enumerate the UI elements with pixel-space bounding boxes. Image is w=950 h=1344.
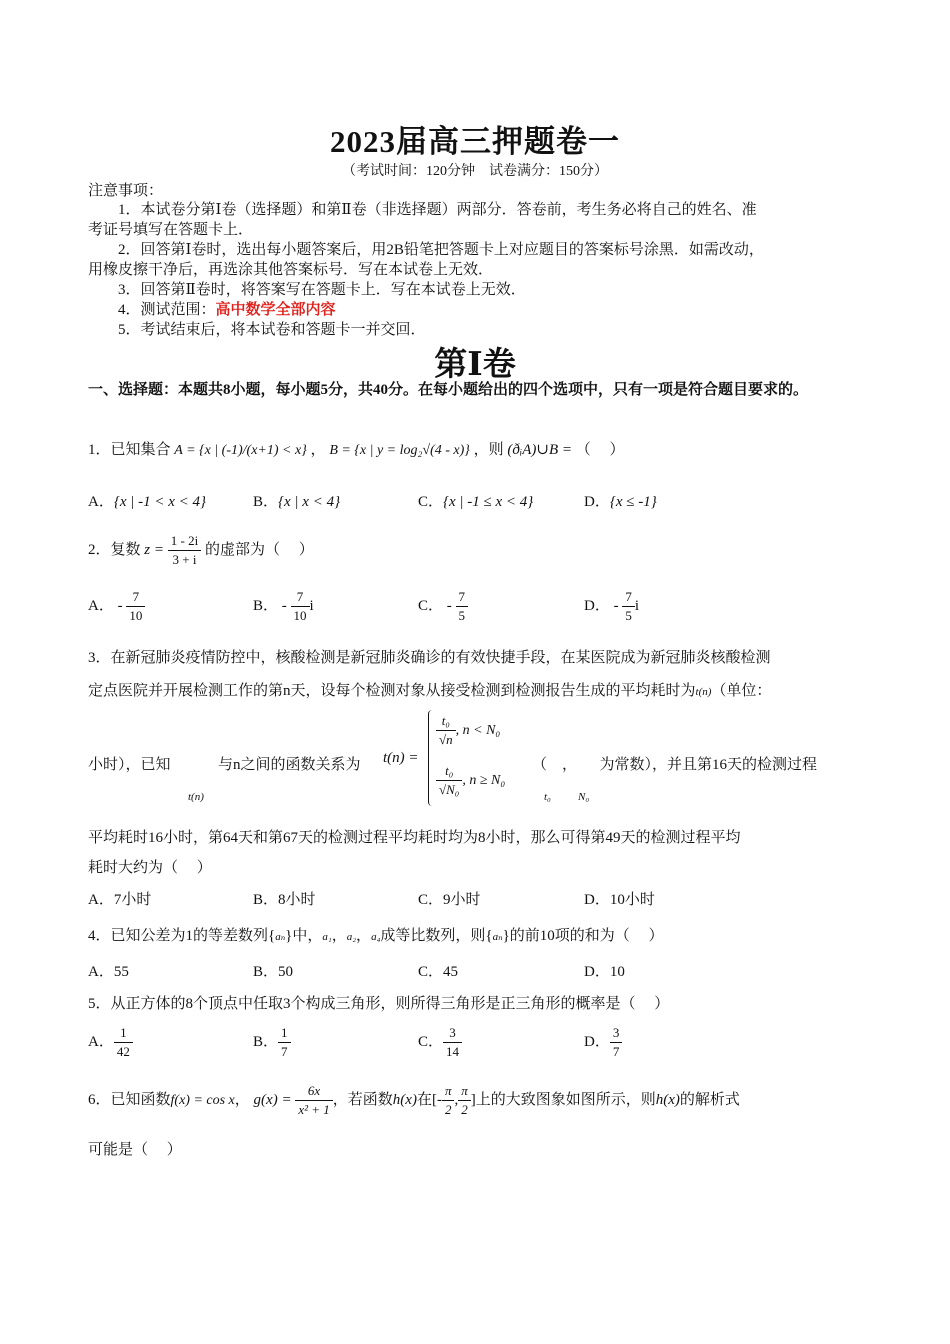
q3-line2-text: 定点医院并开展检测工作的第n天，设每个检测对象从接受检测到检测报告生成的平均耗时为 [88, 683, 696, 699]
q3-option-c-label: C． [418, 892, 444, 908]
q2-option-c-frac [456, 588, 469, 625]
q4-an: aₙ [275, 931, 286, 943]
q3-func: t(n) = [383, 750, 419, 766]
q1-blank: （ ） [575, 442, 625, 458]
q4-option-c [418, 960, 458, 981]
q3-line1: 3．在新冠肺炎疫情防控中，核酸检测是新冠肺炎确诊的有效快捷手段，在某医院成为新冠肺炎核酸检测 [88, 650, 771, 666]
q3-case1-frac [436, 712, 456, 749]
q4-option-d [584, 960, 625, 981]
q5-option-d [584, 1024, 622, 1061]
q2-option-c [418, 588, 468, 625]
q3-option-d-text: 10小时 [609, 892, 655, 908]
q6-g-left: g(x) = [253, 1091, 292, 1108]
q5-option-b [253, 1024, 291, 1061]
q2-option-c-den: 5 [458, 608, 466, 623]
q2-option-d-den: 5 [625, 608, 632, 623]
q5-option-c-label: C． [418, 1033, 444, 1050]
q2-option-d-label: D． [584, 597, 610, 614]
note-item-2-line2: 用橡皮擦干净后，再选涂其他答案标号．写在本试卷上无效． [88, 262, 494, 278]
q4-sep2: ， [356, 928, 372, 944]
q1-set-a: A = {x | (-1)/(x+1) < x} [174, 443, 307, 458]
q6-pi-frac-2 [458, 1082, 471, 1119]
q3-tn: t(n) [695, 686, 712, 698]
q3-option-d [584, 888, 655, 909]
q2-option-d-sign: - [613, 597, 619, 614]
q5-option-d-frac [610, 1024, 623, 1061]
note-item-4 [118, 300, 336, 321]
q3-N0: N₀ [578, 791, 590, 803]
q6-range-b: ]上的大致图象如图所示，则 [470, 1091, 656, 1108]
q2-option-b [253, 588, 314, 625]
q4-a1: a₁ [322, 931, 332, 943]
q3-line3c: （ ， 为常数），并且第16天的检测过程 [532, 757, 818, 773]
q1-option-c-label: C． [418, 494, 444, 510]
q3-line3b: 与n之间的函数关系为 [218, 757, 361, 773]
q3-line5: 耗时大约为（ ） [88, 860, 212, 876]
q4-an-2: aₙ [492, 931, 503, 943]
q3-option-a-label: A． [88, 892, 114, 908]
q4-option-c-label: C． [418, 964, 444, 980]
q4-text-b: }中， [285, 928, 323, 944]
q6-range-a: 在[- [416, 1091, 442, 1108]
q3-case2-num: t₀ [436, 762, 462, 781]
exam-subtitle: （考试时间：120分钟 试卷满分：150分） [342, 164, 608, 179]
q1-option-a-text: {x | -1 < x < 4} [113, 494, 207, 510]
q6-g-num: 6x [295, 1082, 332, 1101]
q6-two-1: 2 [444, 1102, 452, 1117]
q3-case2-den: √N₀ [439, 782, 460, 797]
q3-tn-below: t(n) [188, 791, 204, 803]
q2-option-d-num: 7 [622, 588, 635, 607]
q6-g-den: x² + 1 [298, 1102, 330, 1117]
q4-a2: a₂ [346, 931, 357, 943]
q1-set-b: B = {x | y = log₂√(4 - x)} [329, 443, 470, 458]
q5-option-a-frac [114, 1024, 133, 1061]
q2-option-a-sign: - [117, 597, 123, 614]
q4-text-c: 成等比数列，则{ [380, 928, 493, 944]
q5-option-b-frac [278, 1024, 291, 1061]
q2-option-c-sign: - [446, 597, 452, 614]
q3-case1-cond: , n < N₀ [455, 722, 501, 738]
q5-option-d-label: D． [584, 1033, 610, 1050]
q5-option-c-frac [443, 1024, 462, 1061]
q2-option-a-num: 7 [126, 588, 145, 607]
q3-case-2 [436, 762, 505, 799]
q2-option-b-num: 7 [291, 588, 310, 607]
q6-h: h(x) [392, 1091, 417, 1108]
note-item-5: 5．考试结束后，将本试卷和答题卡一并交回． [118, 322, 426, 338]
q6-two-2: 2 [461, 1102, 468, 1117]
notes-heading: 注意事项： [88, 183, 164, 199]
q2-option-d-frac [622, 588, 635, 625]
q2-option-b-label: B． [253, 597, 279, 614]
q4-text-d: }的前10项的和为（ ） [502, 928, 664, 944]
q2-suffix: 的虚部为（ ） [204, 541, 314, 558]
q2-option-b-sign: - [281, 597, 287, 614]
q6-g-frac [295, 1082, 332, 1119]
q5-option-a-label: A． [88, 1033, 114, 1050]
question-5: 5．从正方体的8个顶点中任取3个构成三角形，则所得三角形是正三角形的概率是（ ） [88, 996, 670, 1012]
q3-option-b [253, 888, 316, 909]
q4-option-a-label: A． [88, 964, 114, 980]
q5-option-a-den: 42 [116, 1044, 130, 1059]
q5-option-b-num: 1 [278, 1024, 291, 1043]
q2-fraction [168, 532, 201, 569]
q4-text-a: 4．已知公差为1的等差数列{ [88, 928, 276, 944]
q5-option-c-num: 3 [443, 1024, 462, 1043]
q3-option-d-label: D． [584, 892, 610, 908]
q1-option-b-text: {x | x < 4} [278, 494, 341, 510]
q3-option-c [418, 888, 481, 909]
q2-numerator: 1 - 2i [168, 532, 201, 551]
q3-unit: （单位： [711, 683, 772, 699]
q6-pi-1: π [442, 1082, 455, 1101]
q6-tail: 的解析式 [679, 1091, 740, 1108]
q1-option-b-label: B． [253, 494, 279, 510]
q2-option-a [88, 588, 145, 625]
q4-option-c-text: 45 [443, 964, 459, 980]
section-heading: 一、选择题：本题共8小题，每小题5分，共40分。在每小题给出的四个选项中，只有一项是符合题目要求的。 [88, 382, 809, 398]
q2-option-b-unit: i [309, 597, 314, 614]
q6-line2: 可能是（ ） [88, 1142, 182, 1158]
q1-prefix: 1．已知集合 [88, 442, 171, 458]
q5-option-d-num: 3 [610, 1024, 623, 1043]
q1-comma: ， [310, 442, 326, 458]
q2-option-a-label: A． [88, 597, 114, 614]
q2-option-d [584, 588, 639, 625]
q1-option-a-label: A． [88, 494, 114, 510]
q5-option-b-den: 7 [281, 1044, 288, 1059]
q1-option-c-text: {x | -1 ≤ x < 4} [443, 494, 534, 510]
q5-option-c [418, 1024, 462, 1061]
q4-option-d-text: 10 [609, 964, 625, 980]
q1-option-d [584, 490, 657, 511]
q2-option-c-label: C． [418, 597, 444, 614]
q4-option-b-text: 50 [278, 964, 294, 980]
q2-option-d-unit: i [634, 597, 640, 614]
note-item-4-prefix: 4．测试范围： [118, 302, 216, 318]
q4-option-a [88, 960, 129, 981]
q6-f: f(x) = cos x [170, 1092, 235, 1108]
q3-line2 [88, 679, 771, 700]
q4-option-b-label: B． [253, 964, 279, 980]
q3-case2-frac [436, 762, 462, 799]
q6-mid: ，若函数 [332, 1091, 393, 1108]
note-item-1-line1: 1．本试卷分第Ⅰ卷（选择题）和第Ⅱ卷（非选择题）两部分．答卷前，考生务必将自己的姓名、准 [118, 202, 757, 218]
q5-option-a [88, 1024, 133, 1061]
note-item-3: 3．回答第Ⅱ卷时，将答案写在答题卡上．写在本试卷上无效． [118, 282, 526, 298]
volume-title: 第Ⅰ卷 [434, 347, 516, 383]
q3-option-a [88, 888, 151, 909]
question-2 [88, 532, 314, 569]
q2-prefix: 2．复数 [88, 541, 141, 558]
q4-sep1: ， [331, 928, 347, 944]
q2-option-a-den: 10 [129, 608, 143, 623]
q3-case1-den: √n [439, 732, 453, 747]
q1-suffix: ，则 [473, 442, 504, 458]
q2-option-b-den: 10 [293, 608, 307, 623]
q3-piecewise-brace [428, 710, 432, 806]
q3-line3a: 小时），已知 [88, 757, 171, 773]
q2-option-a-frac [126, 588, 145, 625]
q3-option-a-text: 7小时 [113, 892, 152, 908]
question-1 [88, 438, 625, 459]
q2-option-b-frac [291, 588, 310, 625]
q4-a4: a₄ [371, 931, 381, 943]
q2-denominator: 3 + i [172, 552, 197, 567]
q1-option-c [418, 490, 533, 511]
q5-option-c-den: 14 [446, 1044, 460, 1059]
q1-expression: (ðᵢA)∪B = [507, 442, 573, 458]
q4-option-d-label: D． [584, 964, 610, 980]
q4-option-a-text: 55 [113, 964, 129, 980]
q6-comma: ， [234, 1091, 250, 1108]
question-4 [88, 924, 664, 945]
q1-option-b [253, 490, 340, 511]
q6-pi-2: π [458, 1082, 471, 1101]
q2-z: z = [144, 541, 164, 558]
q6-prefix: 6．已知函数 [88, 1091, 171, 1108]
q3-t0: t₀ [544, 791, 551, 803]
q1-option-d-label: D． [584, 494, 610, 510]
q5-option-a-num: 1 [114, 1024, 133, 1043]
q6-pi-frac-1 [442, 1082, 455, 1119]
q3-option-b-text: 8小时 [278, 892, 316, 908]
exam-title: 2023届高三押题卷一 [330, 124, 620, 159]
q1-option-d-text: {x ≤ -1} [609, 494, 657, 510]
q3-option-c-text: 9小时 [443, 892, 481, 908]
q3-option-b-label: B． [253, 892, 279, 908]
q4-option-b [253, 960, 293, 981]
q3-case-1 [436, 712, 500, 749]
note-item-1-line2: 考证号填写在答题卡上． [88, 222, 254, 238]
q1-option-a [88, 490, 206, 511]
question-6 [88, 1082, 740, 1119]
q6-h-2: h(x) [655, 1091, 680, 1108]
q3-line4: 平均耗时16小时，第64天和第67天的检测过程平均耗时均为8小时，那么可得第49天的检测过程平均 [88, 830, 741, 846]
q3-case1-num: t₀ [436, 712, 456, 731]
q5-option-b-label: B． [253, 1033, 279, 1050]
q6-range-comma: , [454, 1091, 459, 1108]
q3-case2-cond: , n ≥ N₀ [462, 772, 506, 788]
note-item-2-line1: 2．回答第Ⅰ卷时，选出每小题答案后，用2B铅笔把答题卡上对应题目的答案标号涂黑．如需改动， [118, 242, 764, 258]
q5-option-d-den: 7 [612, 1044, 620, 1059]
note-item-4-scope: 高中数学全部内容 [215, 302, 336, 318]
q2-option-c-num: 7 [456, 588, 469, 607]
